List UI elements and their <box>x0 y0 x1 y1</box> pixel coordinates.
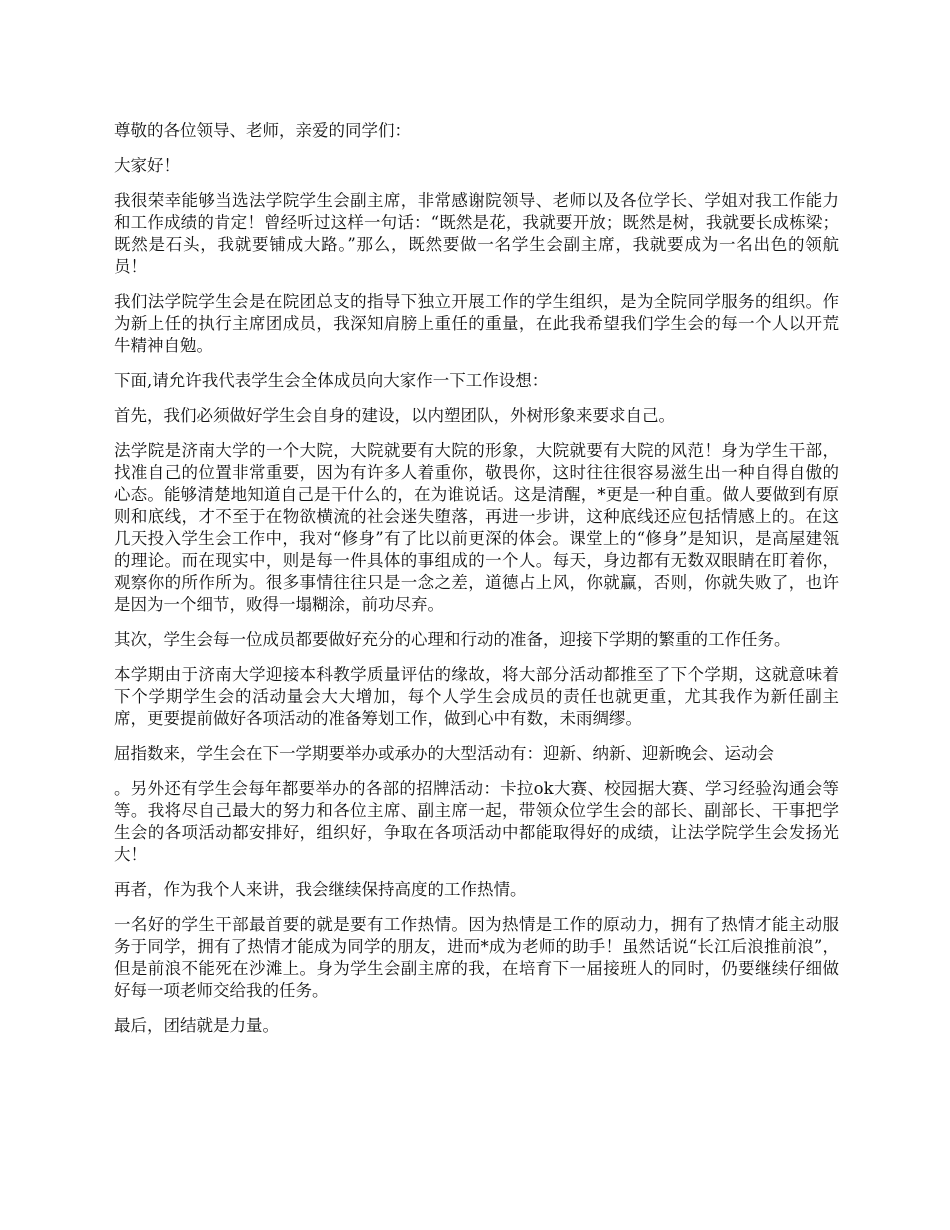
paragraph-organization: 我们法学院学生会是在院团总支的指导下独立开展工作的学生组织，是为全院同学服务的组织。作为新上任的执行主席团成员，我深知肩膀上重任的重量，在此我希望我们学生会的每一个人以开荒牛精神自勉。 <box>114 292 839 355</box>
salutation: 尊敬的各位领导、老师，亲爱的同学们： <box>114 121 411 140</box>
paragraph-third-detail: 一名好的学生干部最首要的就是要有工作热情。因为热情是工作的原动力，拥有了热情才能主动服务于同学，拥有了热情才能成为同学的朋友，进而*成为老师的助手！虽然话说“长江后浪推前浪”，但是前浪不能死在沙滩上。身为学生会副主席的我，在培育下一届接班人的同时，仍要继续仔细做好每一项老师交给我的任务。 <box>114 915 839 1000</box>
paragraph-third-point: 再者，作为我个人来讲，我会继续保持高度的工作热情。 <box>114 880 527 899</box>
document-body <box>114 120 839 1050</box>
paragraph-final-point: 最后，团结就是力量。 <box>114 1016 279 1035</box>
paragraph-second-detail: 本学期由于济南大学迎接本科教学质量评估的缘故，将大部分活动都推至了下个学期，这就意味着下个学期学生会的活动量会大大增加，每个人学生会成员的责任也就更重，尤其我作为新任副主席，更要提前做好各项活动的准备筹划工作，做到心中有数，未雨绸缪。 <box>114 665 839 728</box>
greeting: 大家好！ <box>114 156 180 175</box>
paragraph-activities-continued: 。另外还有学生会每年都要举办的各部的招牌活动：卡拉ok大赛、校园据大赛、学习经验沟通会等等。我将尽自己最大的努力和各位主席、副主席一起，带领众位学生会的部长、副部长、干事把学生会的各项活动都安排好，组织好，争取在各项活动中都能取得好的成绩，让法学院学生会发扬光大！ <box>114 779 839 864</box>
paragraph-second-point: 其次，学生会每一位成员都要做好充分的心理和行动的准备，迎接下学期的繁重的工作任务。 <box>114 630 791 649</box>
paragraph-first-point: 首先，我们必须做好学生会自身的建设，以内塑团队，外树形象来要求自己。 <box>114 406 675 425</box>
paragraph-activities: 屈指数来，学生会在下一学期要举办或承办的大型活动有：迎新、纳新、迎新晚会、运动会 <box>114 744 774 763</box>
paragraph-transition: 下面,请允许我代表学生会全体成员向大家作一下工作设想： <box>114 371 549 390</box>
paragraph-first-detail: 法学院是济南大学的一个大院，大院就要有大院的形象，大院就要有大院的风范！身为学生干部，找准自己的位置非常重要，因为有许多人着重你，敬畏你，这时往往很容易滋生出一种自得自傲的心态。能够清楚地知道自己是干什么的，在为谁说话。这是清醒，*更是一种自重。做人要做到有原则和底线，才不至于在物欲横流的社会迷失堕落，再进一步讲，这种底线还应包括情感上的。在这几天投入学生会工作中，我对“修身”有了比以前更深的体会。课堂上的“修身”是知识，是高屋建瓴的理论。而在现实中，则是每一件具体的事组成的一个人。每天，身边都有无数双眼睛在盯着你，观察你的所作所为。很多事情往往只是一念之差，道德占上风，你就赢，否则，你就失败了，也许是因为一个细节，败得一塌糊涂，前功尽弃。 <box>114 441 839 614</box>
paragraph-intro: 我很荣幸能够当选法学院学生会副主席，非常感谢院领导、老师以及各位学长、学姐对我工作能力和工作成绩的肯定！曾经听过这样一句话：“既然是花，我就要开放；既然是树，我就要长成栋梁；既然是石头，我就要铺成大路。”那么，既然要做一名学生会副主席，我就要成为一名出色的领航员！ <box>114 191 839 276</box>
